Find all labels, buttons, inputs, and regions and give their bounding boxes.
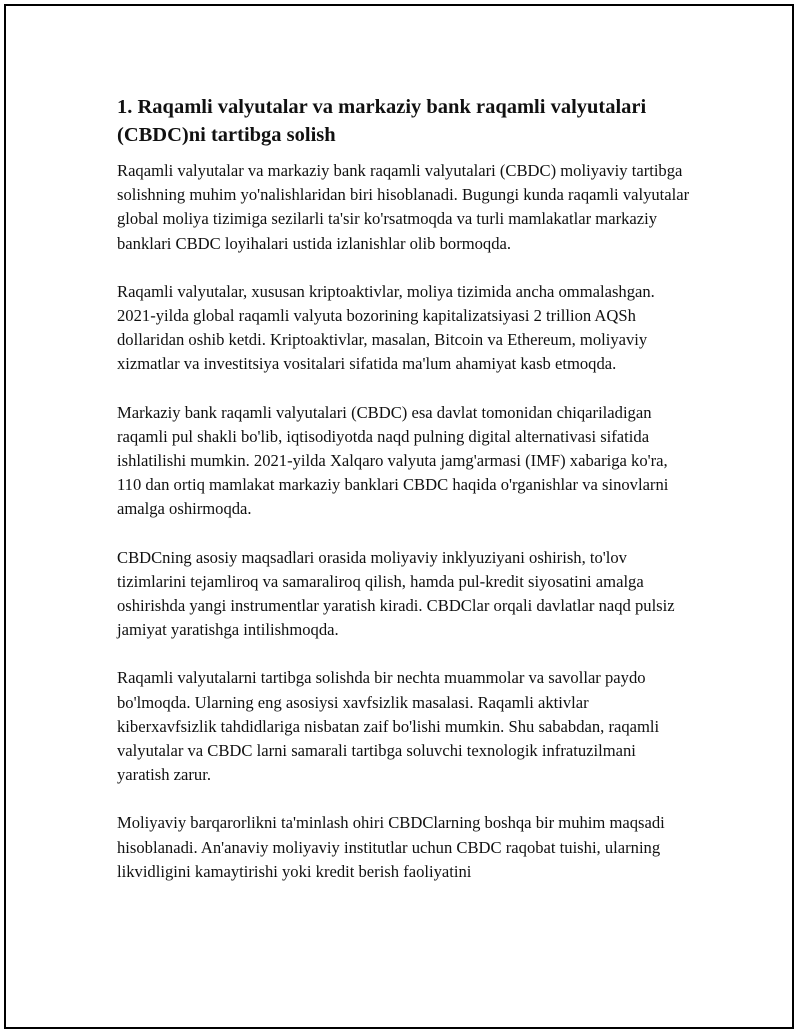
paragraph-4: CBDCning asosiy maqsadlari orasida moliyaviy inklyuziyani oshirish, to'lov tizimlarini tejamliroq va samaraliroq qilish, hamda pul-kredit siyosatini amalga oshirishda yangi instrumentlar yaratish kiradi. CBDClar orqali davlatlar naqd pulsiz jamiyat yaratishga intilishmoqda. [117,547,675,640]
paragraph-6: Moliyaviy barqarorlikni ta'minlash ohiri CBDClarning boshqa bir muhim maqsadi hisoblanadi. An'anaviy moliyaviy institutlar uchun CBDC raqobat tuishi, ularning likvidligini kamaytirishi yoki kredit berish faoliyatini [117,813,665,881]
paragraph-1: Raqamli valyutalar va markaziy bank raqamli valyutalari (CBDC) moliyaviy tartibga solishning muhim yo'nalishlaridan biri hisoblanadi. Bugungi kunda raqamli valyutalar global moliya tizimiga sezilarli ta'sir ko'rsatmoqda va turli mamlakatlar markaziy banklari CBDC loyihalari ustida izlanishlar olib bormoqda. [117,161,690,253]
paragraph-2: Raqamli valyutalar, xususan kriptoaktivlar, moliya tizimida ancha ommalashgan. 2021-yilda global raqamli valyuta bozorining kapitalizatsiyasi 2 trillion AQSh dollaridan oshib ketdi. Kriptoaktivlar, masalan, Bitcoin va Ethereum, moliyaviy xizmatlar va investitsiya vositalari sifatida ma'lum ahamiyat kasb etmoqda. [117,281,655,374]
paragraph-3: Markaziy bank raqamli valyutalari (CBDC) esa davlat tomonidan chiqariladigan raqamli pul shakli bo'lib, iqtisodiyotda naqd pulning digital alternativasi sifatida ishlatilishi mumkin. 2021-yilda Xalqaro valyuta jamg'armasi (IMF) xabariga ko'ra, 110 dan ortiq mamlakat markaziy banklari CBDC haqida o'rganishlar va sinovlarni amalga oshirmoqda. [117,402,669,519]
section-heading: 1. Raqamli valyutalar va markaziy bank raqamli valyutalari (CBDC)ni tartibga solish [117,96,647,146]
document-body [117,93,692,908]
paragraph-5: Raqamli valyutalarni tartibga solishda bir nechta muammolar va savollar paydo bo'lmoqda. Ularning eng asosiysi xavfsizlik masalasi. Raqamli aktivlar kiberxavfsizlik tahdidlariga nisbatan zaif bo'lishi mumkin. Shu sababdan, raqamli valyutalar va CBDC larni samarali tartibga soluvchi texnologik infratuzilmani yaratish zarur. [117,668,660,785]
